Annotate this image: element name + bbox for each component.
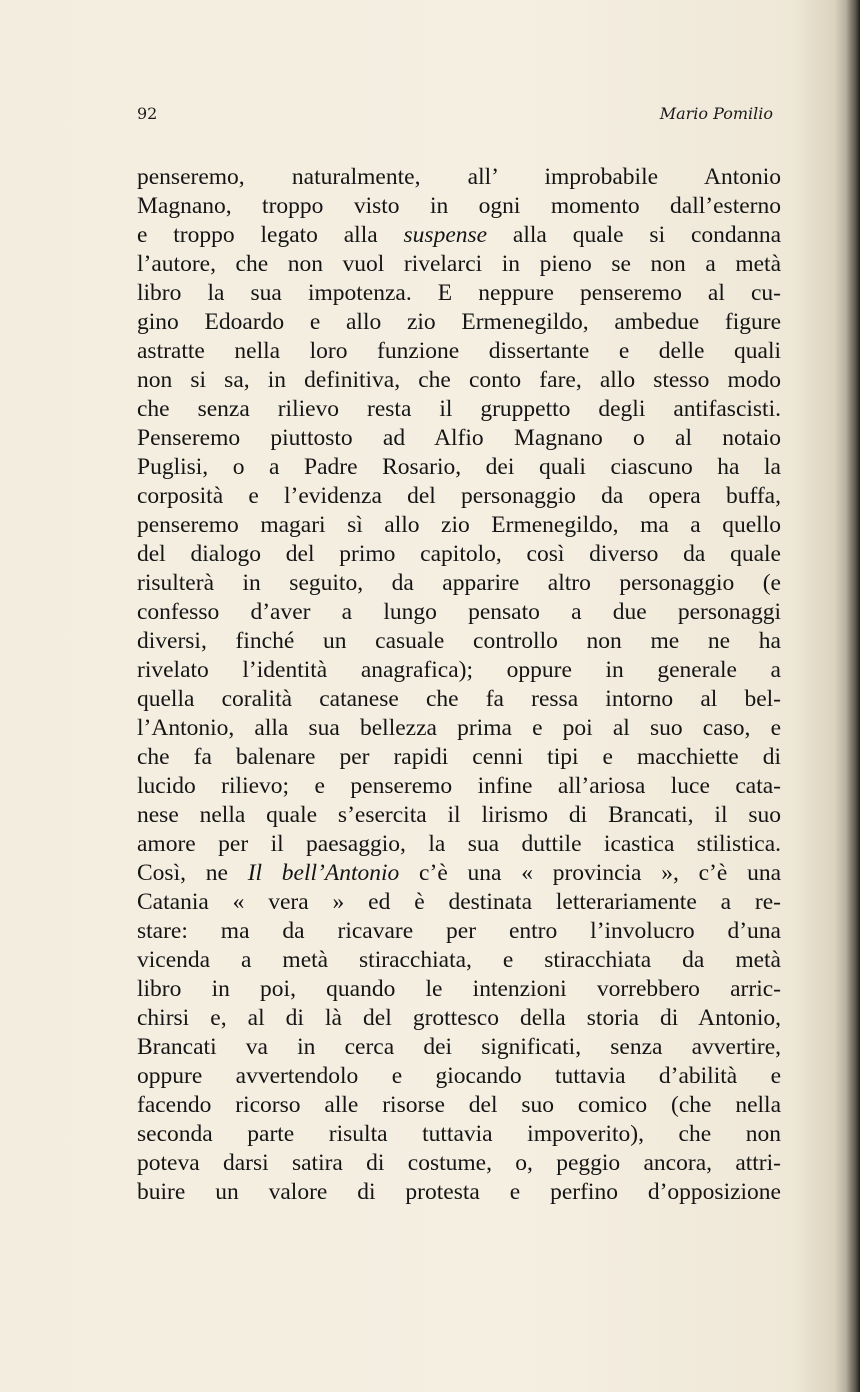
text-segment: Così, ne — [137, 860, 248, 886]
text-line — [137, 801, 781, 830]
text-line — [137, 1149, 781, 1178]
text-line — [137, 1091, 781, 1120]
text-line — [137, 772, 781, 801]
text-line — [137, 685, 781, 714]
text-line — [137, 656, 781, 685]
italic-title: suspense — [403, 222, 488, 248]
italic-title: Il bell’Antonio — [247, 860, 400, 886]
text-segment: non si sa, in definitiva, che conto fare, allo stesso modo — [137, 367, 781, 393]
text-line — [137, 1033, 781, 1062]
text-line — [137, 511, 781, 540]
text-line — [137, 337, 781, 366]
text-line — [137, 540, 781, 569]
running-head-author: Mario Pomilio — [659, 104, 773, 123]
text-segment: vicenda a metà stiracchiata, e stiracchiata da metà — [137, 947, 781, 973]
text-segment: libro la sua impotenza. E neppure penseremo al cu- — [137, 280, 781, 306]
text-segment: che fa balenare per rapidi cenni tipi e macchiette di — [137, 744, 781, 770]
text-line — [137, 1120, 781, 1149]
text-line — [137, 859, 781, 888]
page-header — [137, 104, 773, 130]
text-segment: e troppo legato alla — [137, 222, 404, 248]
text-segment: confesso d’aver a lungo pensato a due personaggi — [137, 599, 781, 625]
text-segment: Catania « vera » ed è destinata letterariamente a re- — [137, 889, 781, 915]
text-segment: del dialogo del primo capitolo, così diverso da quale — [137, 541, 781, 567]
text-segment: rivelato l’identità anagrafica); oppure in generale a — [137, 657, 781, 683]
text-segment: che senza rilievo resta il gruppetto degli antifascisti. — [137, 396, 781, 422]
text-line — [137, 975, 781, 1004]
text-line — [137, 1004, 781, 1033]
text-line — [137, 1178, 781, 1207]
text-segment: l’autore, che non vuol rivelarci in pieno se non a metà — [137, 251, 781, 277]
text-line — [137, 453, 781, 482]
text-line — [137, 598, 781, 627]
text-segment: Penseremo piuttosto ad Alfio Magnano o al notaio — [137, 425, 781, 451]
text-line — [137, 482, 781, 511]
text-segment: gino Edoardo e allo zio Ermenegildo, ambedue figure — [137, 309, 781, 335]
text-segment: Puglisi, o a Padre Rosario, dei quali ciascuno ha la — [137, 454, 781, 480]
text-segment: buire un valore di protesta e perfino d’opposizione — [137, 1179, 781, 1205]
text-segment: astratte nella loro funzione dissertante e delle quali — [137, 338, 781, 364]
text-line — [137, 888, 781, 917]
text-segment: libro in poi, quando le intenzioni vorrebbero arric- — [137, 976, 781, 1002]
text-line — [137, 569, 781, 598]
text-line — [137, 192, 781, 221]
text-segment: poteva darsi satira di costume, o, peggio ancora, attri- — [137, 1150, 781, 1176]
page-edge-shadow — [846, 0, 860, 1392]
text-segment: c’è una « provincia », c’è una — [399, 860, 781, 886]
text-segment: stare: ma da ricavare per entro l’involucro d’una — [137, 918, 781, 944]
text-segment: risulterà in seguito, da apparire altro personaggio (e — [137, 570, 781, 596]
text-segment: chirsi e, al di là del grottesco della storia di Antonio, — [137, 1005, 781, 1031]
page-number: 92 — [137, 104, 158, 123]
text-segment: oppure avvertendolo e giocando tuttavia d’abilità e — [137, 1063, 781, 1089]
text-segment: seconda parte risulta tuttavia impoverito), che non — [137, 1121, 781, 1147]
text-segment: penseremo, naturalmente, all’ improbabile Antonio — [137, 164, 781, 190]
text-segment: amore per il paesaggio, la sua duttile icastica stilistica. — [137, 831, 781, 857]
text-line — [137, 830, 781, 859]
text-line — [137, 917, 781, 946]
text-segment: facendo ricorso alle risorse del suo comico (che nella — [137, 1092, 781, 1118]
text-segment: corposità e l’evidenza del personaggio da opera buffa, — [137, 483, 781, 509]
text-segment: Magnano, troppo visto in ogni momento dall’esterno — [137, 193, 781, 219]
text-line — [137, 163, 781, 192]
text-segment: quella coralità catanese che fa ressa intorno al bel- — [137, 686, 781, 712]
text-line — [137, 250, 781, 279]
text-line — [137, 221, 781, 250]
body-paragraph — [137, 163, 781, 1207]
text-line — [137, 308, 781, 337]
text-line — [137, 424, 781, 453]
text-line — [137, 743, 781, 772]
text-line — [137, 279, 781, 308]
text-segment: nese nella quale s’esercita il lirismo di Brancati, il suo — [137, 802, 781, 828]
text-line — [137, 366, 781, 395]
text-line — [137, 946, 781, 975]
text-segment: l’Antonio, alla sua bellezza prima e poi al suo caso, e — [137, 715, 781, 741]
text-line — [137, 1062, 781, 1091]
text-line — [137, 395, 781, 424]
text-segment: alla quale si condanna — [487, 222, 782, 248]
text-line — [137, 627, 781, 656]
text-line — [137, 714, 781, 743]
text-segment: Brancati va in cerca dei significati, senza avvertire, — [137, 1034, 781, 1060]
text-segment: diversi, finché un casuale controllo non me ne ha — [137, 628, 781, 654]
text-segment: penseremo magari sì allo zio Ermenegildo, ma a quello — [137, 512, 781, 538]
text-segment: lucido rilievo; e penseremo infine all’ariosa luce cata- — [137, 773, 781, 799]
